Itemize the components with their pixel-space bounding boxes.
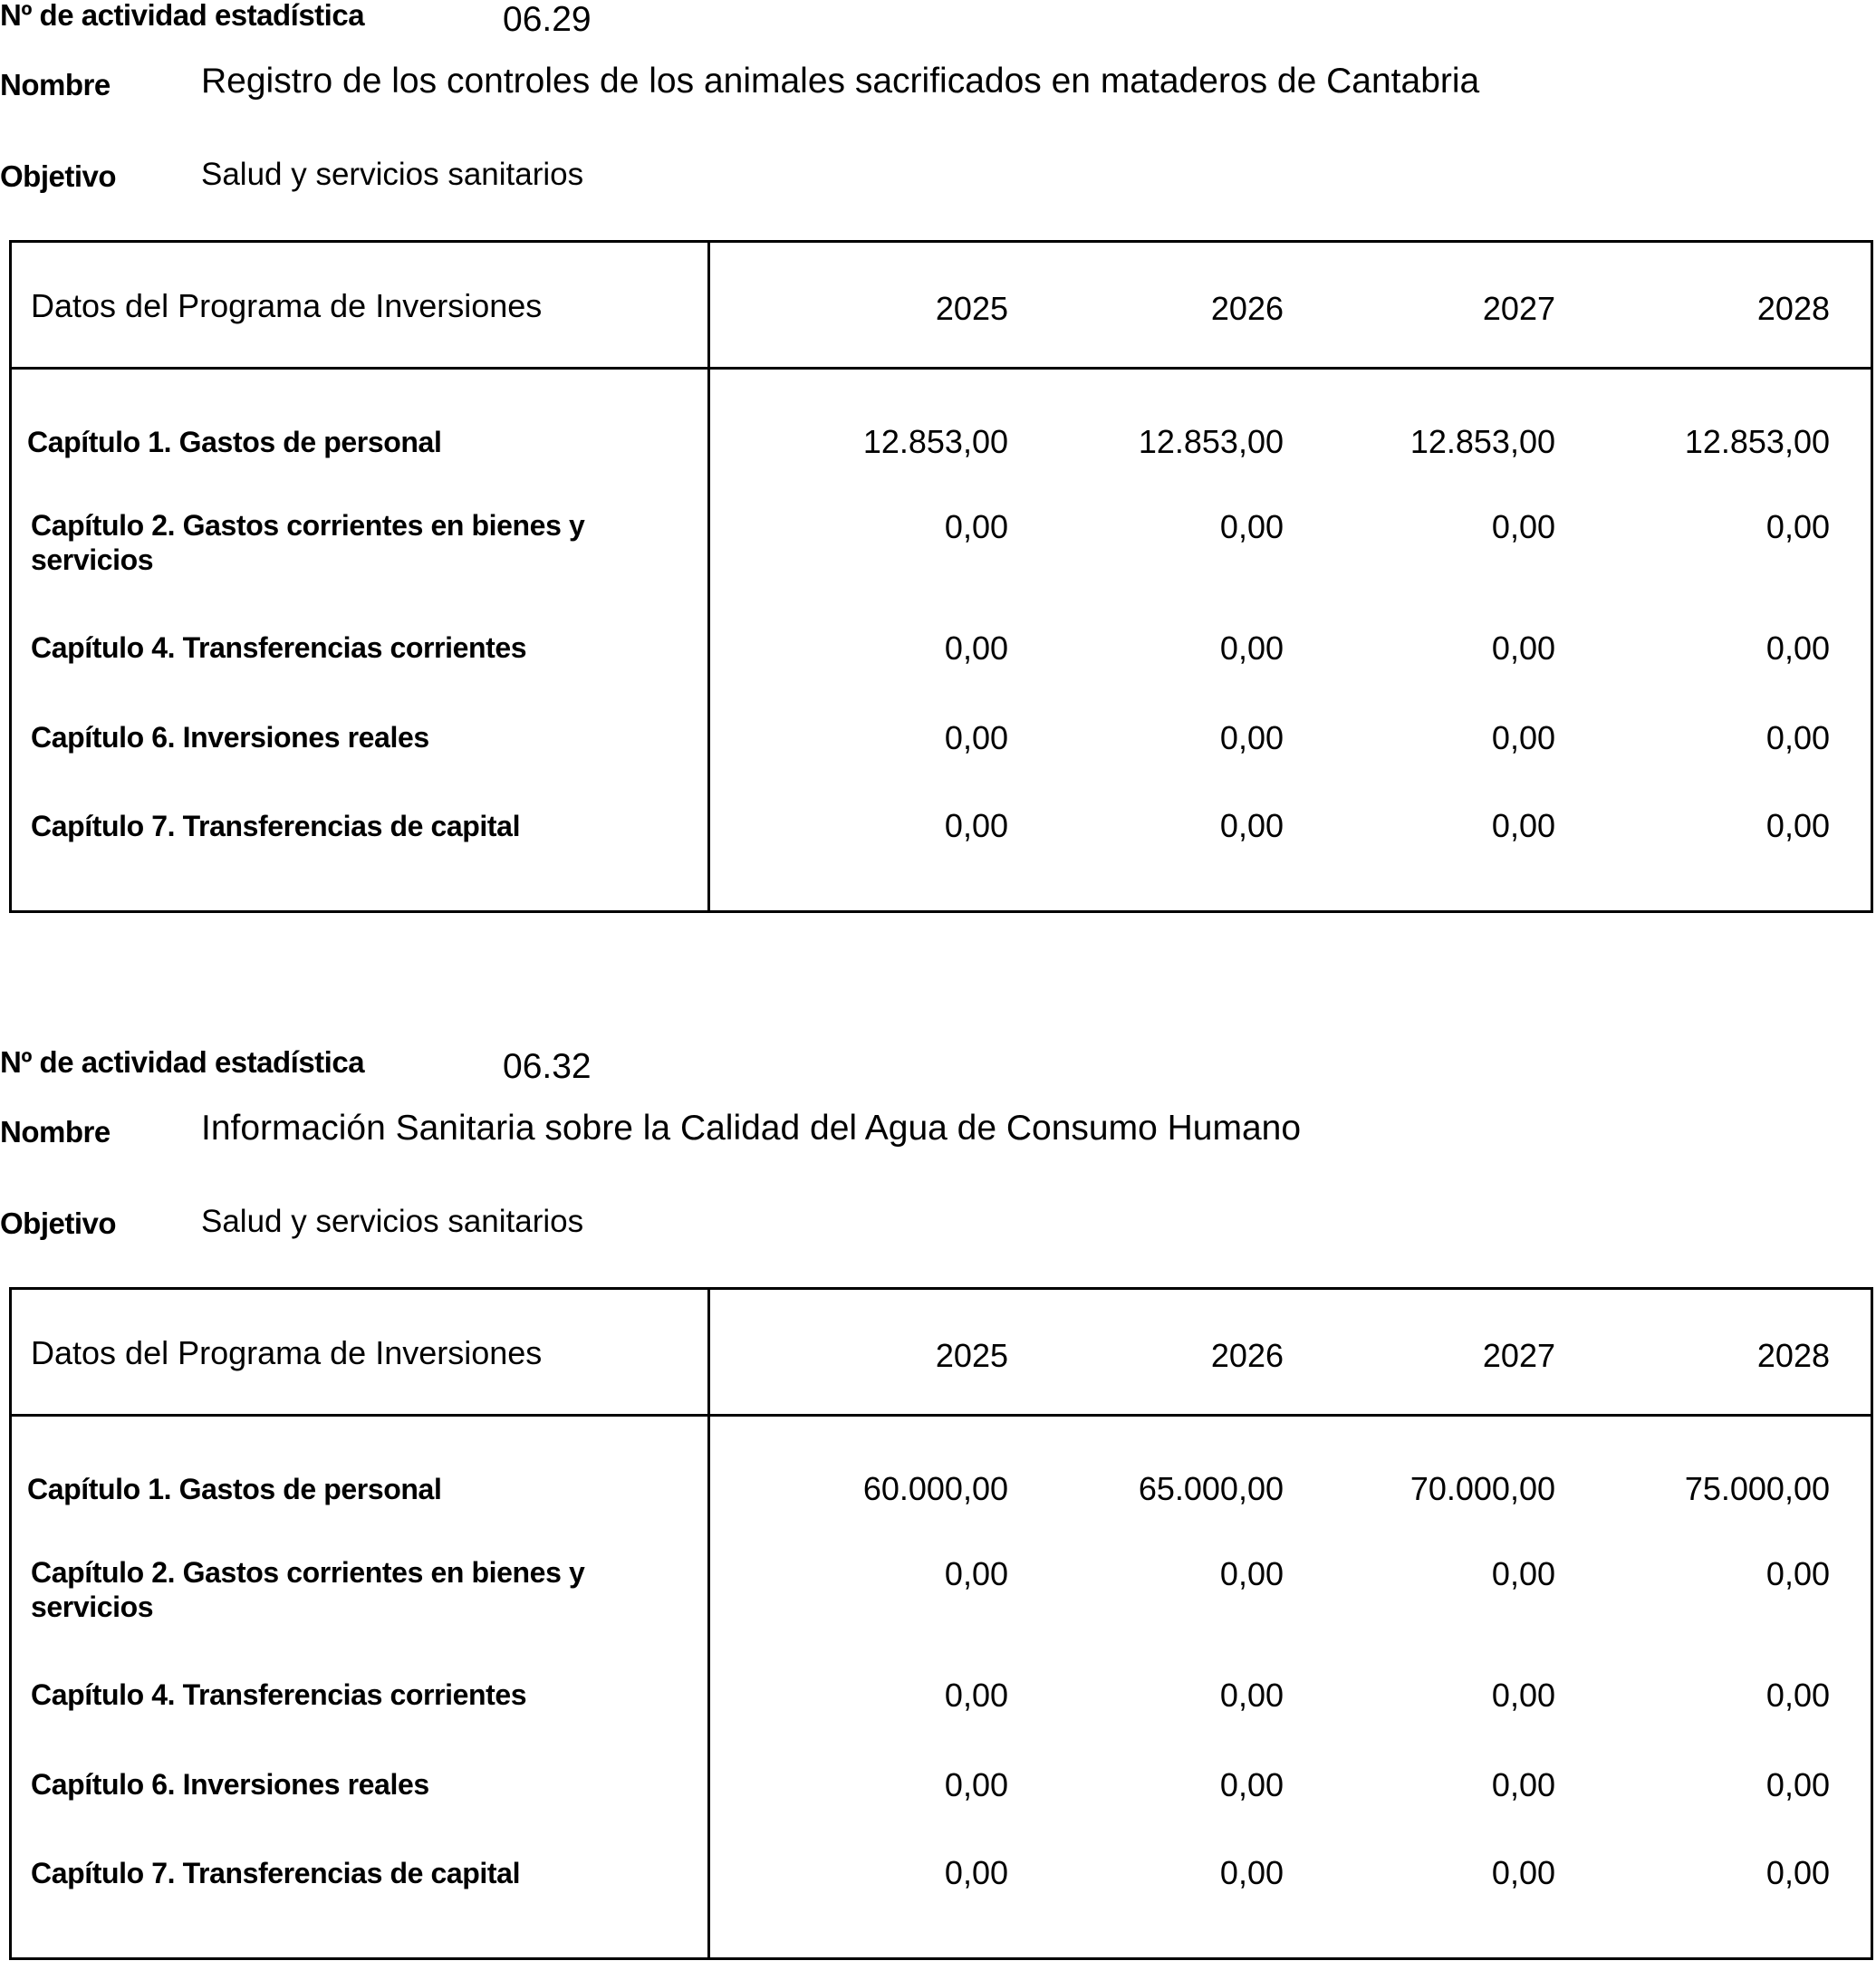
table-cell: 65.000,00 (1138, 1470, 1284, 1507)
table-row-label: Capítulo 7. Transferencias de capital (31, 810, 521, 842)
table-row-label: Capítulo 4. Transferencias corrientes (31, 631, 527, 664)
table-cell: 70.000,00 (1409, 1470, 1555, 1507)
year-header: 2025 (935, 290, 1008, 327)
table-cell: 0,00 (1765, 1854, 1830, 1891)
table-cell: 0,00 (1219, 1555, 1284, 1592)
table-cell: 0,00 (1765, 1555, 1830, 1592)
table-header-divider (12, 1414, 1871, 1417)
table-row-label: Capítulo 6. Inversiones reales (31, 721, 429, 754)
year-header: 2028 (1756, 290, 1830, 327)
activity-name: Registro de los controles de los animales sacrificados en mataderos de Cantabria (201, 62, 1480, 101)
table-cell: 0,00 (1765, 630, 1830, 667)
activity-section (0, 1047, 1876, 1980)
activity-objective: Salud y servicios sanitarios (201, 1204, 584, 1239)
table-cell: 12.853,00 (1409, 423, 1555, 460)
table-cell: 0,00 (1491, 1766, 1555, 1803)
table-row-label: Capítulo 2. Gastos corrientes en bienes y servicios (31, 509, 585, 576)
table-cell: 0,00 (1765, 508, 1830, 545)
investment-table (9, 1287, 1873, 1960)
table-column-divider (707, 1290, 710, 1957)
table-cell: 12.853,00 (1684, 423, 1830, 460)
table-cell: 12.853,00 (862, 423, 1008, 460)
year-header: 2025 (935, 1337, 1008, 1374)
activity-number: 06.32 (503, 1047, 592, 1086)
objective-label: Objetivo (0, 159, 117, 193)
activity-number-label: Nº de actividad estadística (0, 0, 365, 32)
investment-table (9, 240, 1873, 913)
year-header: 2026 (1210, 1337, 1284, 1374)
activity-number-label: Nº de actividad estadística (0, 1045, 365, 1079)
table-cell: 0,00 (944, 1555, 1008, 1592)
table-cell: 0,00 (1491, 508, 1555, 545)
table-cell: 0,00 (1219, 807, 1284, 844)
table-cell: 0,00 (1765, 719, 1830, 756)
table-cell: 0,00 (1491, 807, 1555, 844)
objective-label: Objetivo (0, 1206, 117, 1240)
table-cell: 0,00 (1219, 1677, 1284, 1714)
year-header: 2027 (1482, 1337, 1555, 1374)
table-cell: 0,00 (1219, 630, 1284, 667)
activity-number: 06.29 (503, 0, 592, 39)
year-header: 2026 (1210, 290, 1284, 327)
activity-objective: Salud y servicios sanitarios (201, 157, 584, 192)
table-cell: 0,00 (1491, 1677, 1555, 1714)
name-label: Nombre (0, 68, 111, 101)
table-cell: 0,00 (1491, 1555, 1555, 1592)
table-column-divider (707, 243, 710, 910)
table-row-label: Capítulo 1. Gastos de personal (27, 426, 442, 458)
table-header-divider (12, 367, 1871, 370)
table-header-label: Datos del Programa de Inversiones (31, 287, 543, 324)
table-cell: 0,00 (944, 1677, 1008, 1714)
table-header-label: Datos del Programa de Inversiones (31, 1334, 543, 1371)
table-cell: 60.000,00 (862, 1470, 1008, 1507)
table-cell: 0,00 (1765, 1677, 1830, 1714)
table-row-label: Capítulo 6. Inversiones reales (31, 1768, 429, 1801)
table-cell: 0,00 (944, 807, 1008, 844)
table-cell: 0,00 (1491, 1854, 1555, 1891)
table-cell: 0,00 (1491, 630, 1555, 667)
table-cell: 0,00 (1765, 807, 1830, 844)
year-header: 2028 (1756, 1337, 1830, 1374)
table-cell: 0,00 (1491, 719, 1555, 756)
table-cell: 0,00 (944, 1854, 1008, 1891)
table-cell: 0,00 (1219, 719, 1284, 756)
activity-name: Información Sanitaria sobre la Calidad del Agua de Consumo Humano (201, 1109, 1302, 1148)
table-row-label: Capítulo 1. Gastos de personal (27, 1473, 442, 1505)
table-cell: 0,00 (1765, 1766, 1830, 1803)
table-cell: 0,00 (1219, 1766, 1284, 1803)
table-cell: 0,00 (1219, 508, 1284, 545)
table-cell: 0,00 (1219, 1854, 1284, 1891)
table-cell: 0,00 (944, 508, 1008, 545)
year-header: 2027 (1482, 290, 1555, 327)
table-cell: 0,00 (944, 630, 1008, 667)
name-label: Nombre (0, 1115, 111, 1149)
table-cell: 0,00 (944, 1766, 1008, 1803)
table-row-label: Capítulo 2. Gastos corrientes en bienes y servicios (31, 1556, 585, 1623)
activity-section (0, 0, 1876, 933)
table-cell: 75.000,00 (1684, 1470, 1830, 1507)
table-cell: 0,00 (944, 719, 1008, 756)
table-row-label: Capítulo 4. Transferencias corrientes (31, 1678, 527, 1711)
table-row-label: Capítulo 7. Transferencias de capital (31, 1857, 521, 1889)
table-cell: 12.853,00 (1138, 423, 1284, 460)
